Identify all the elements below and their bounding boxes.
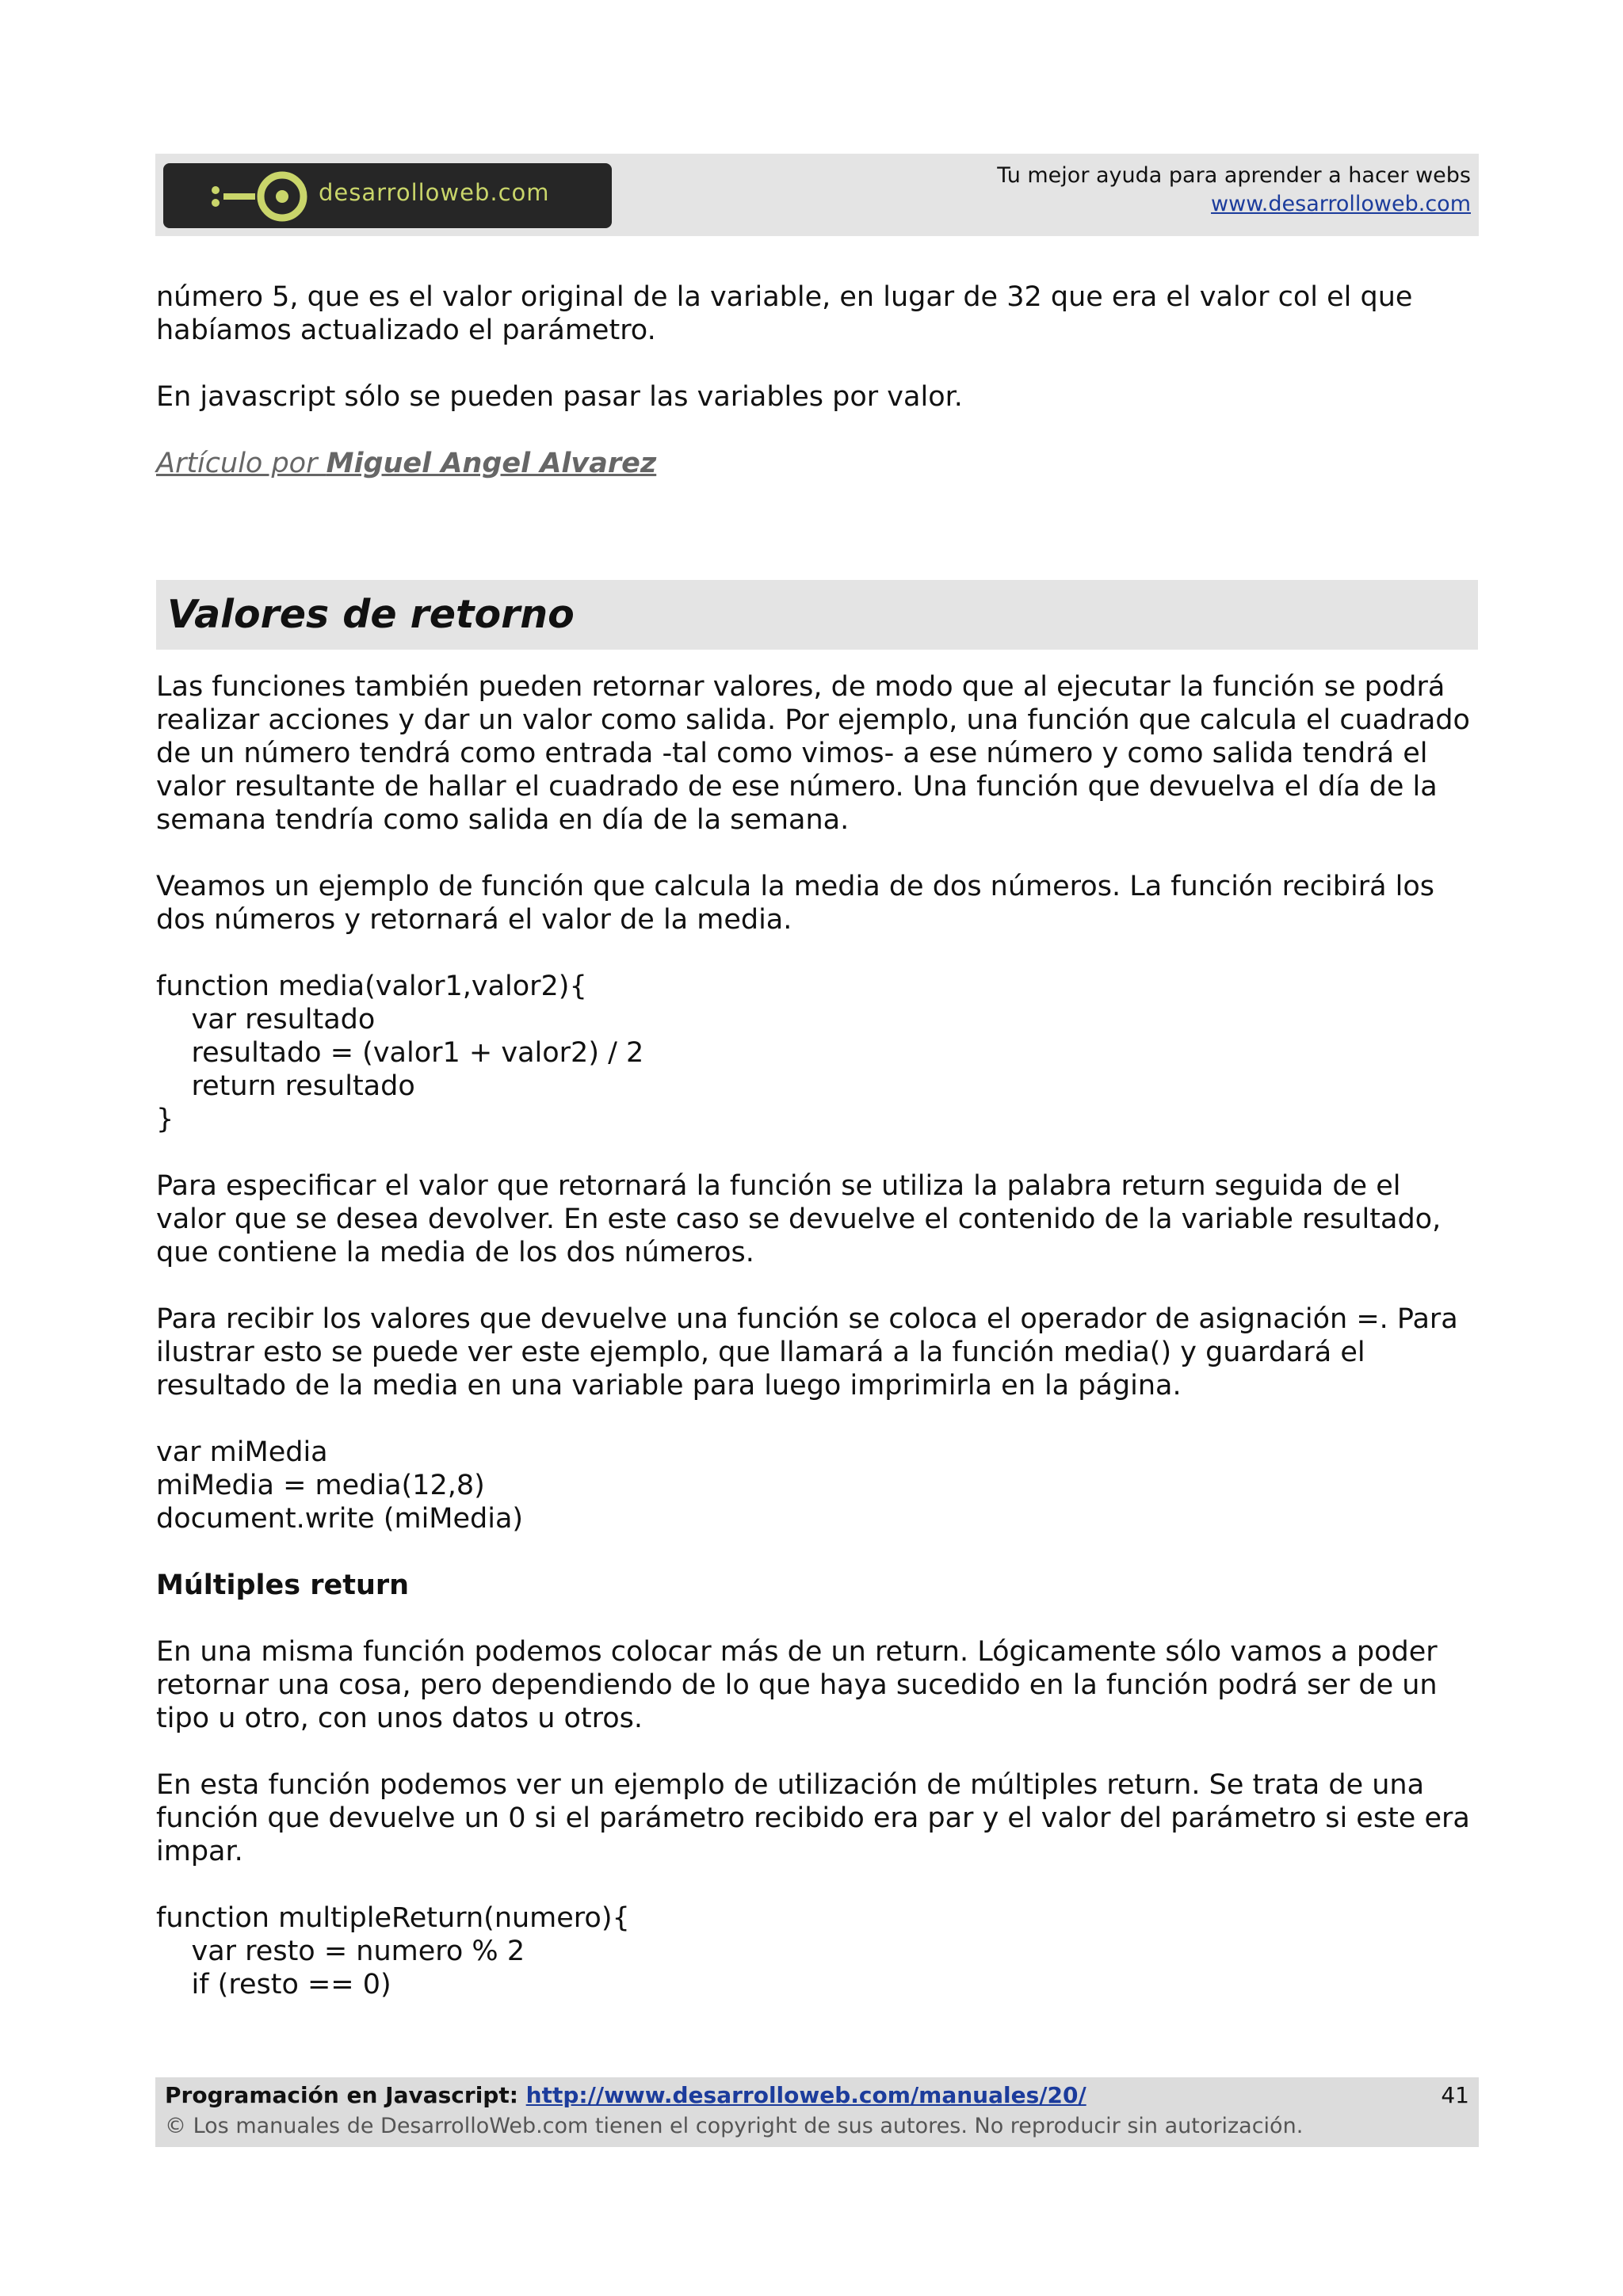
code-line: } (156, 1104, 174, 1135)
code-line: function media(valor1,valor2){ (156, 971, 587, 1002)
section-paragraph-1: Las funciones también pueden retornar valores, de modo que al ejecutar la función se podrá realizar acciones y dar un valor como salida. Por ejemplo, una función que calcula el cuadrado de un número tendrá como entrada -tal como vimos- a ese número y como salida tendrá el valor resultante de hallar el cuadrado de ese número. Una función que devuelva el día de la semana tendría como salida en día de la semana. (156, 671, 1470, 836)
logo-text: desarrolloweb.com (319, 179, 550, 206)
section-paragraph-2: Veamos un ejemplo de función que calcula la media de dos números. La función recibirá los dos números y retornará el valor de la media. (156, 871, 1435, 936)
intro-paragraph-2: En javascript sólo se pueden pasar las variables por valor. (156, 381, 963, 413)
footer-manual-label: Programación en Javascript: (165, 2082, 526, 2108)
logo-mark-icon (195, 163, 314, 228)
code-line: var resto = numero % 2 (156, 1936, 525, 1967)
code-block-multiple-return (156, 1901, 1478, 2001)
page-header (155, 154, 1479, 236)
section-paragraph-3: Para especificar el valor que retornará la función se utiliza la palabra return seguida de el valor que se desea devolver. En este caso se devuelve el contenido de la variable resultado, que contiene la media de los dos números. (156, 1170, 1442, 1268)
section-paragraph-6: En esta función podemos ver un ejemplo de utilización de múltiples return. Se trata de una función que devuelve un 0 si el parámetro recibido era par y el valor del parámetro si este era impar. (156, 1769, 1470, 1867)
code-line: miMedia = media(12,8) (156, 1470, 485, 1501)
byline-author[interactable]: Miguel Angel Alvarez (326, 448, 657, 479)
section-paragraph-4: Para recibir los valores que devuelve una función se coloca el operador de asignación =. Para ilustrar esto se puede ver este ejemplo, que llamará a la función media() y guardará el resultado de la media en una variable para luego imprimirla en la página. (156, 1303, 1458, 1402)
footer-copyright: © Los manuales de DesarrolloWeb.com tienen el copyright de sus autores. No reproducir sin autorización. (165, 2114, 1304, 2138)
section-paragraph-5: En una misma función podemos colocar más de un return. Lógicamente sólo vamos a poder retornar una cosa, pero dependiendo de lo que haya sucedido en la función podrá ser de un tipo u otro, con unos datos u otros. (156, 1636, 1438, 1734)
code-line: var resultado (156, 1004, 376, 1035)
code-block-mimedia (156, 1436, 1478, 1535)
section-title: Valores de retorno (167, 592, 575, 637)
site-logo[interactable] (163, 163, 612, 228)
code-line: function multipleReturn(numero){ (156, 1902, 630, 1934)
footer-manual (165, 2082, 1086, 2108)
header-url-link[interactable]: www.desarrolloweb.com (1211, 192, 1471, 216)
intro-paragraph-1: número 5, que es el valor original de la variable, en lugar de 32 que era el valor col el que habíamos actualizado el parámetro. (156, 281, 1413, 346)
main-content (156, 280, 1478, 2035)
section-header (156, 580, 1478, 650)
byline-prefix: Artículo por (156, 448, 327, 479)
header-tagline: Tu mejor ayuda para aprender a hacer webs (997, 163, 1471, 188)
footer-manual-link[interactable]: http://www.desarrolloweb.com/manuales/20/ (525, 2082, 1086, 2108)
code-line: if (resto == 0) (156, 1969, 391, 2000)
code-line: var miMedia (156, 1436, 328, 1468)
article-byline[interactable] (156, 447, 1478, 480)
code-line: return resultado (156, 1070, 415, 1102)
code-block-media (156, 970, 1478, 1136)
page-number: 41 (1441, 2082, 1469, 2108)
code-line: document.write (miMedia) (156, 1503, 524, 1535)
header-info (997, 162, 1471, 219)
page-footer (155, 2077, 1479, 2147)
code-line: resultado = (valor1 + valor2) / 2 (156, 1037, 644, 1069)
subheading-multiples-return: Múltiples return (156, 1569, 410, 1601)
